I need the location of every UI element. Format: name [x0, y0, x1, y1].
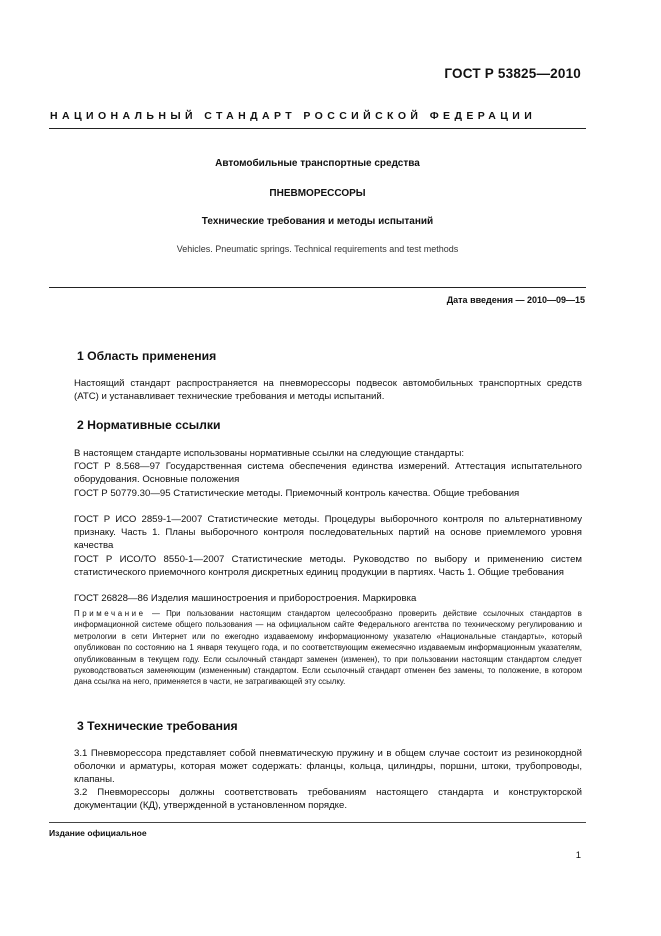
- reference-3: ГОСТ Р ИСО 2859-1—2007 Статистические методы. Процедуры выборочного контроля по альтернативному признаку. Часть 1. Планы выборочного контроля последовательных партий на основе приемлемого уровня качества: [74, 514, 582, 552]
- official-edition-label: Издание официальное: [49, 828, 147, 838]
- title-rule: [49, 287, 586, 288]
- title-main: ПНЕВМОРЕССОРЫ: [269, 188, 366, 199]
- section-1-heading: 1 Область применения: [77, 349, 217, 363]
- section-1-text: Настоящий стандарт распространяется на пневморессоры подвесок автомобильных транспортных средств (АТС) и устанавливает технические требования и методы испытаний.: [74, 378, 582, 403]
- reference-2: ГОСТ Р 50779.30—95 Статистические методы. Приемочный контроль качества. Общие требования: [74, 488, 520, 499]
- section-3-heading: 3 Технические требования: [77, 719, 238, 733]
- title-category: Автомобильные транспортные средства: [215, 158, 420, 169]
- title-subtitle: Технические требования и методы испытаний: [201, 216, 434, 227]
- section-3-paragraph-1: 3.1 Пневморессора представляет собой пневматическую пружину и в общем случае состоит из резинокордной оболочки и арматуры, которая может содержать: фланцы, кольца, цилиндры, поршни, штоки, трубопроводы, клапаны.: [74, 748, 582, 786]
- section-2-note: [74, 608, 582, 688]
- section-2-intro: В настоящем стандарте использованы нормативные ссылки на следующие стандарты:: [74, 448, 465, 459]
- header-rule: [49, 128, 586, 129]
- section-3-paragraph-2: 3.2 Пневморессоры должны соответствовать требованиям настоящего стандарта и конструкторской документации (КД), утвержденной в установленном порядке.: [74, 787, 582, 812]
- footer-rule: [49, 822, 586, 823]
- reference-4: ГОСТ Р ИСО/ТО 8550-1—2007 Статистические методы. Руководство по выбору и применению систем статистического приемочного контроля дискретных единиц продукции в партиях. Часть 1. Общие требования: [74, 554, 582, 579]
- section-2-heading: 2 Нормативные ссылки: [77, 418, 221, 432]
- note-text: — При пользовании настоящим стандартом целесообразно проверить действие ссылочных стандартов в информационной системе общего пользования — на официальном сайте Федерального агентства по техническому регулированию и метрологии в сети Интернет или по ежегодно издаваемому информационному указателю «Национальные стандарты», который опубликован по состоянию на 1 января текущего года, и по соответствующим ежемесячно издаваемым информационным указателям, опубликованным в текущем году. Если ссылочный стандарт заменен (изменен), то при пользовании настоящим стандартом следует руководствоваться заменяющим (измененным) стандартом. Если ссылочный стандарт отменен без замены, то положение, в котором дана ссылка на него, применяется в части, не затрагивающей эту ссылку.: [74, 609, 582, 687]
- reference-1: ГОСТ Р 8.568—97 Государственная система обеспечения единства измерений. Аттестация испытательного оборудования. Основные положения: [74, 461, 582, 486]
- title-english: Vehicles. Pneumatic springs. Technical requirements and test methods: [176, 244, 459, 254]
- introduction-date: Дата введения — 2010—09—15: [446, 295, 585, 305]
- reference-5: ГОСТ 26828—86 Изделия машиностроения и приборостроения. Маркировка: [74, 593, 417, 604]
- national-standard-banner: НАЦИОНАЛЬНЫЙ СТАНДАРТ РОССИЙСКОЙ ФЕДЕРАЦИИ: [50, 110, 537, 122]
- note-label: Примечание: [74, 609, 146, 618]
- document-number: ГОСТ Р 53825—2010: [444, 66, 581, 81]
- page-number: 1: [575, 850, 581, 861]
